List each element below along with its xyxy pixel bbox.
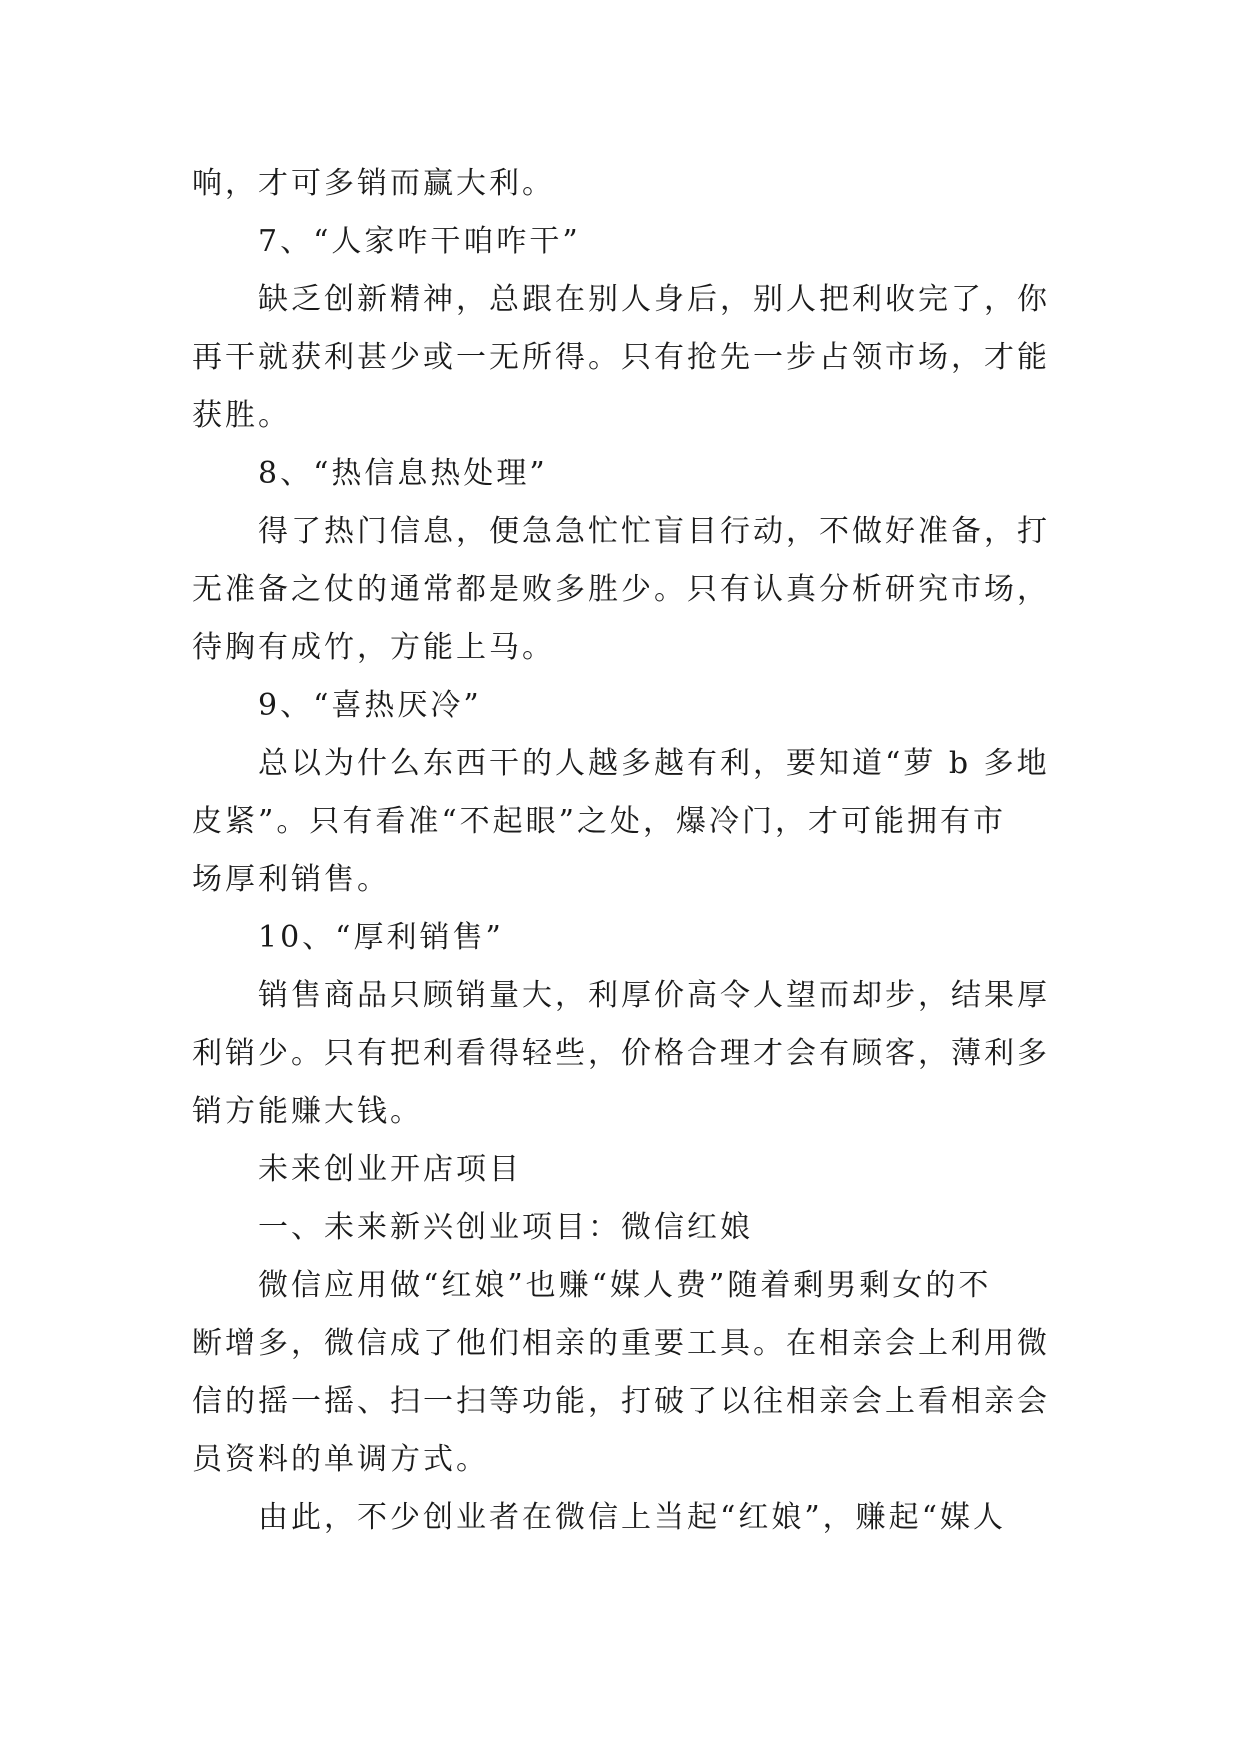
text-line: 9、“喜热厌冷” (258, 688, 482, 723)
text-line: 由此，不少创业者在微信上当起“红娘”，赚起“媒人 (258, 1500, 1007, 1535)
text-line: 待胸有成竹，方能上马。 (192, 630, 555, 665)
text-line: 10、“厚利销售” (258, 920, 504, 955)
text-line: 员资料的单调方式。 (192, 1442, 489, 1477)
text-line: 信的摇一摇、扫一扫等功能，打破了以往相亲会上看相亲会 (192, 1384, 1050, 1419)
text-line: 响，才可多销而赢大利。 (192, 166, 555, 201)
text-line: 再干就获利甚少或一无所得。只有抢先一步占领市场，才能 (192, 340, 1050, 375)
text-line: 断增多，微信成了他们相亲的重要工具。在相亲会上利用微 (192, 1326, 1050, 1361)
text-line: 获胜。 (192, 398, 291, 433)
text-line: 缺乏创新精神，总跟在别人身后，别人把利收完了，你 (258, 282, 1050, 317)
text-line: 得了热门信息，便急急忙忙盲目行动，不做好准备，打 (258, 514, 1050, 549)
text-line: 皮紧”。只有看准“不起眼”之处，爆冷门，才可能拥有市 (192, 804, 1007, 839)
text-line: 7、“人家咋干咱咋干” (258, 224, 581, 259)
text-line: 销方能赚大钱。 (192, 1094, 423, 1129)
text-line: 一、未来新兴创业项目：微信红娘 (258, 1210, 753, 1245)
text-line: 无准备之仗的通常都是败多胜少。只有认真分析研究市场， (192, 572, 1050, 607)
document-body (192, 155, 1060, 1547)
text-line: 微信应用做“红娘”也赚“媒人费”随着剩男剩女的不 (258, 1268, 992, 1303)
text-line: 销售商品只顾销量大，利厚价高令人望而却步，结果厚 (258, 978, 1050, 1013)
text-line: 利销少。只有把利看得轻些，价格合理才会有顾客，薄利多 (192, 1036, 1050, 1071)
text-line: 场厚利销售。 (192, 862, 390, 897)
text-line: 未来创业开店项目 (258, 1152, 522, 1187)
text-line: 8、“热信息热处理” (258, 456, 548, 491)
text-line: 总以为什么东西干的人越多越有利，要知道“萝 b 多地 (258, 746, 1050, 781)
